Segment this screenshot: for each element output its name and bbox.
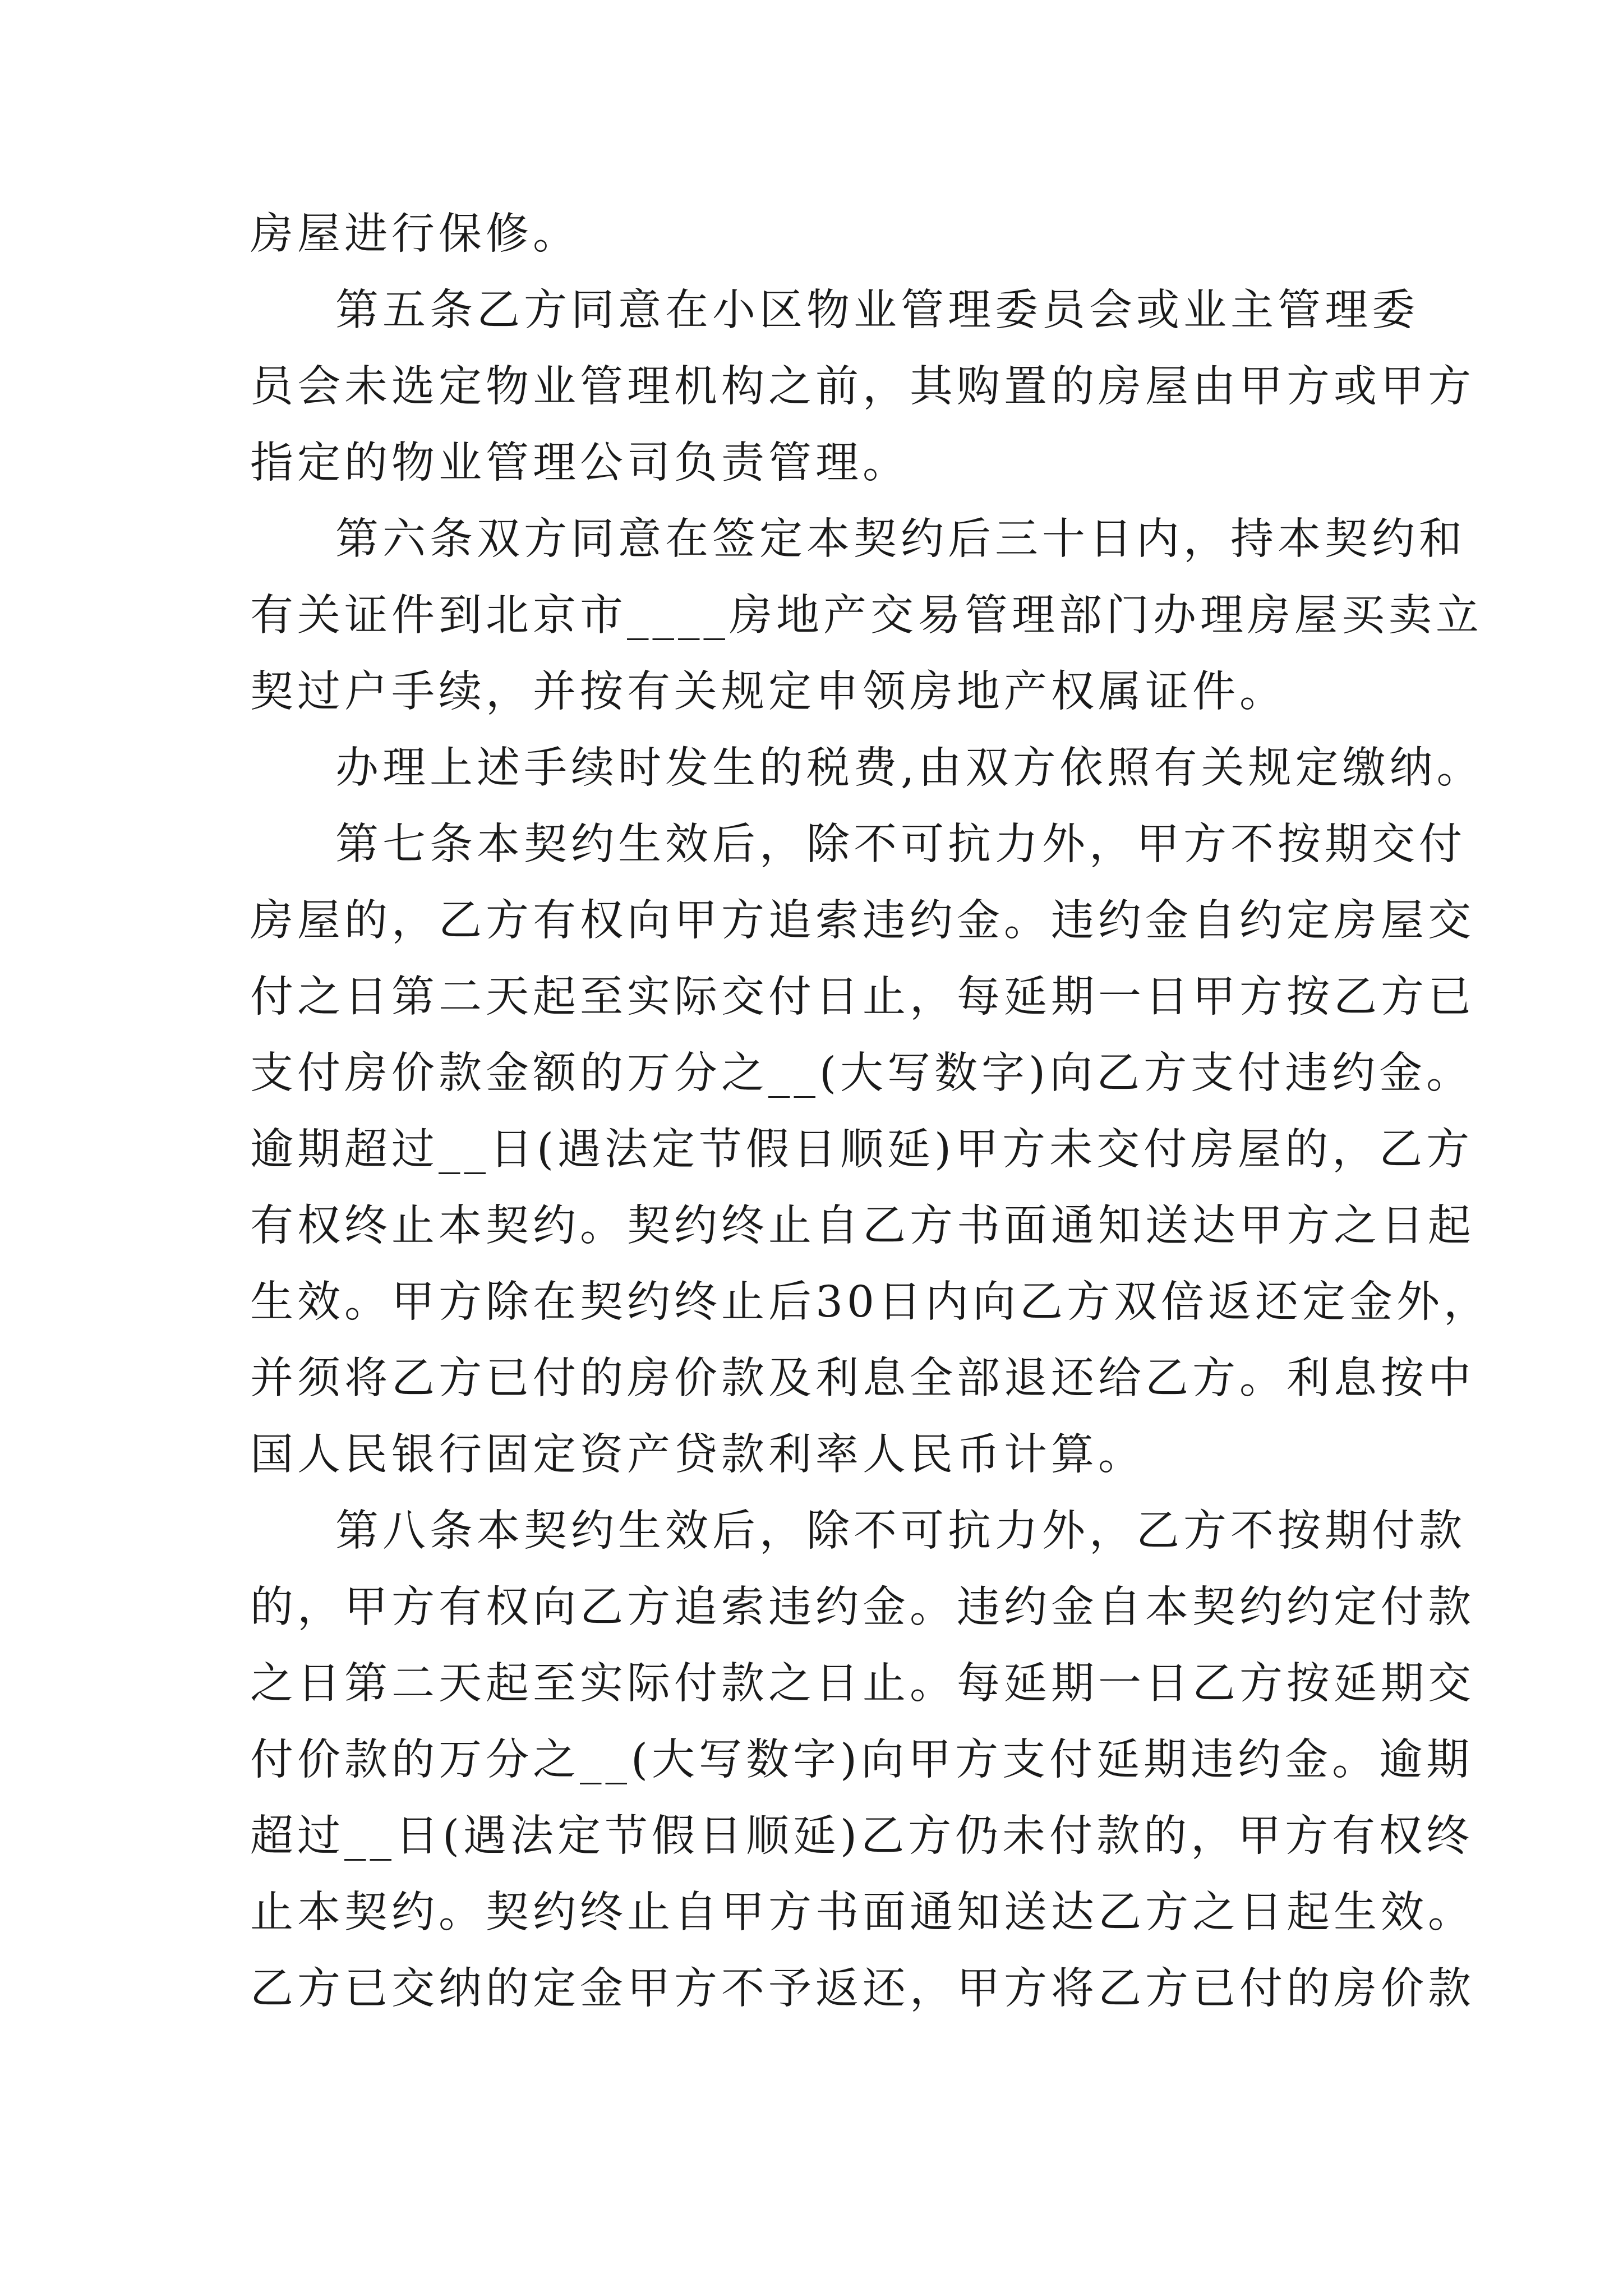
text-line: 房屋进行保修。 [250, 209, 580, 259]
article-5-line: 第五条乙方同意在小区物业管理委员会或业主管理委 [335, 286, 1419, 335]
text-line: 契过户手续，并按有关规定申领房地产权属证件。 [250, 667, 1287, 717]
text-line: 支付房价款金额的万分之__(大写数字)向乙方支付违约金。 [250, 1048, 1474, 1098]
text-line: 的，甲方有权向乙方追索违约金。违约金自本契约约定付款 [250, 1582, 1475, 1632]
tax-paragraph-line: 办理上述手续时发生的税费,由双方依照有关规定缴纳。 [335, 743, 1484, 793]
text-line: 之日第二天起至实际付款之日止。每延期一日乙方按延期交 [250, 1659, 1475, 1709]
text-line: 生效。甲方除在契约终止后30日内向乙方双倍返还定金外， [250, 1277, 1491, 1327]
text-line: 乙方已交纳的定金甲方不予返还，甲方将乙方已付的房价款 [250, 1964, 1475, 2014]
text-line: 有权终止本契约。契约终止自乙方书面通知送达甲方之日起 [250, 1201, 1475, 1251]
text-line: 房屋的，乙方有权向甲方追索违约金。违约金自约定房屋交 [250, 896, 1475, 946]
text-line: 付之日第二天起至实际交付日止，每延期一日甲方按乙方已 [250, 972, 1475, 1022]
article-8-line: 第八条本契约生效后，除不可抗力外，乙方不按期付款 [335, 1506, 1466, 1556]
text-line: 逾期超过__日(遇法定节假日顺延)甲方未交付房屋的，乙方 [250, 1125, 1474, 1175]
text-line: 有关证件到北京市____房地产交易管理部门办理房屋买卖立 [250, 591, 1483, 641]
article-6-line: 第六条双方同意在签定本契约后三十日内，持本契约和 [335, 514, 1466, 564]
text-line: 超过__日(遇法定节假日顺延)乙方仍未付款的，甲方有权终 [250, 1811, 1474, 1861]
text-line: 止本契约。契约终止自甲方书面通知送达乙方之日起生效。 [250, 1888, 1475, 1938]
article-7-line: 第七条本契约生效后，除不可抗力外，甲方不按期交付 [335, 820, 1466, 869]
text-line: 付价款的万分之__(大写数字)向甲方支付延期违约金。逾期 [250, 1735, 1474, 1785]
text-line: 员会未选定物业管理机构之前，其购置的房屋由甲方或甲方 [250, 362, 1475, 412]
text-line: 国人民银行固定资产贷款利率人民币计算。 [250, 1430, 1145, 1480]
text-line: 并须将乙方已付的房价款及利息全部退还给乙方。利息按中 [250, 1354, 1475, 1404]
text-line: 指定的物业管理公司负责管理。 [250, 438, 910, 488]
